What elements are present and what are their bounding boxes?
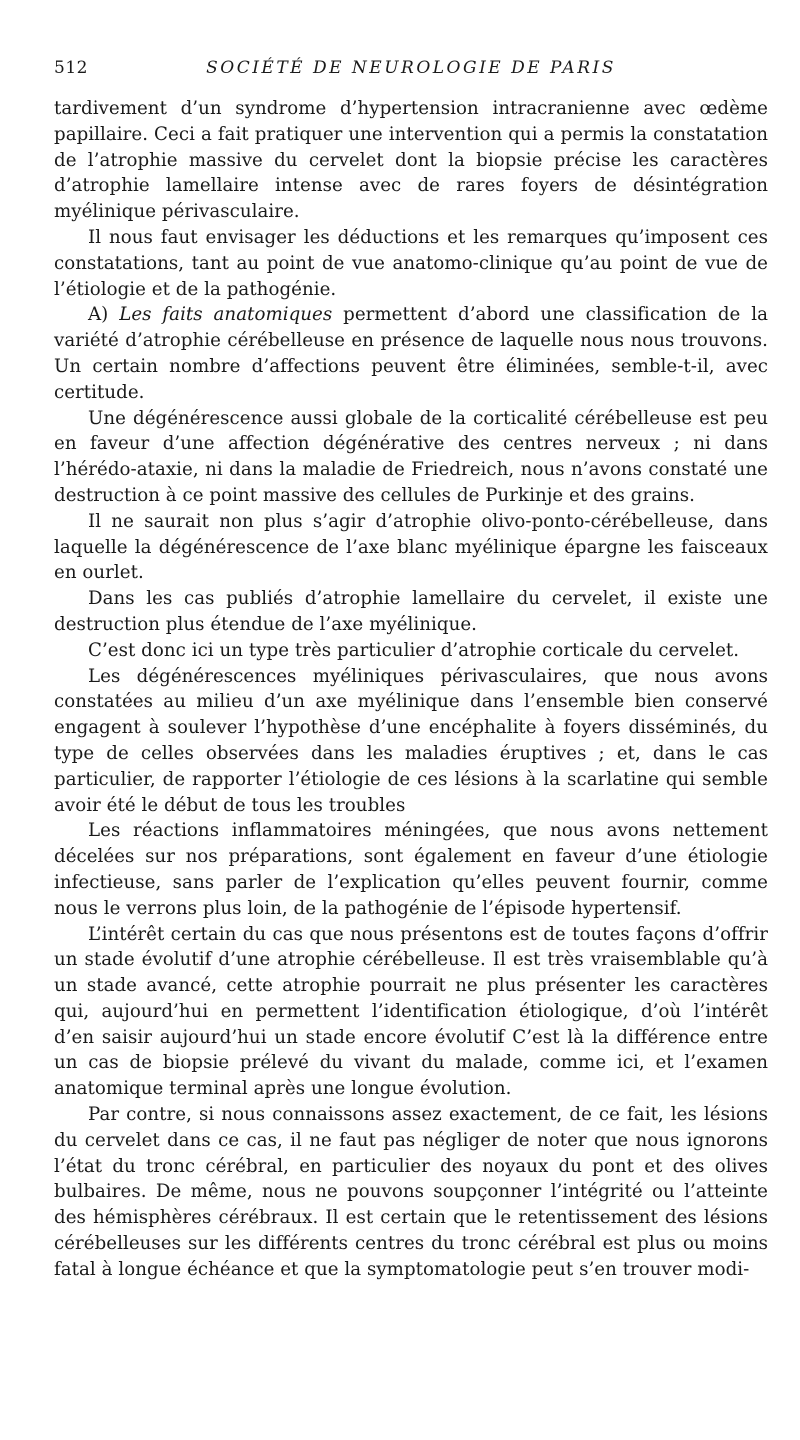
paragraph: Les dégénérescences myéliniques périvasculaires, que nous avons constatées au milieu d’un axe myélinique dans l’ensemble bien conservé engagent à soulever l’hypothèse d’une encéphalite à foyers disséminés, du type de celles observées dans les maladies éruptives ; et, dans le cas particulier, de rapporter l’étiologie de ces lésions à la scarlatine qui semble avoir été le début de tous les troubles — [54, 665, 768, 816]
body-text — [54, 96, 768, 1283]
section-marker: A) — [88, 304, 120, 326]
document-page — [54, 58, 768, 1283]
paragraph: tardivement d’un syndrome d’hypertension intracranienne avec œdème papillaire. Ceci a fait pratiquer une intervention qui a permis la constatation de l’atrophie massive du cervelet dont la biopsie précise les caractères d’atrophie lamellaire intense avec de rares foyers de désintégration myélinique périvasculaire. — [54, 98, 768, 223]
paragraph: Les réactions inflammatoires méningées, que nous avons nettement décelées sur nos préparations, sont également en faveur d’une étiologie infectieuse, sans parler de l’explication qu’elles peuvent fournir, comme nous le verrons plus loin, de la pathogénie de l’épisode hypertensif. — [54, 820, 768, 919]
paragraph: L’intérêt certain du cas que nous présentons est de toutes façons d’offrir un stade évolutif d’une atrophie cérébelleuse. Il est très vraisemblable qu’à un stade avancé, cette atrophie pourrait ne plus présenter les caractères qui, aujourd’hui en permettent l’identification étiologique, d’où l’intérêt d’en saisir aujourd’hui un stade encore évolutif C’est là la différence entre un cas de biopsie prélevé du vivant du malade, comme ici, et l’examen anatomique terminal après une longue évolution. — [54, 923, 768, 1100]
paragraph: Dans les cas publiés d’atrophie lamellaire du cervelet, il existe une destruction plus étendue de l’axe myélinique. — [54, 588, 768, 635]
page-number: 512 — [54, 58, 88, 78]
paragraph: Une dégénérescence aussi globale de la corticalité cérébelleuse est peu en faveur d’une affection dégénérative des centres nerveux ; ni dans l’hérédo-ataxie, ni dans la maladie de Friedreich, nous n’avons constaté une destruction à ce point massive des cellules de Purkinje et des grains. — [54, 407, 768, 506]
section-heading-italic: Les faits anatomiques — [119, 304, 333, 326]
paragraph: C’est donc ici un type très particulier d’atrophie corticale du cervelet. — [88, 639, 740, 661]
paragraph: Il nous faut envisager les déductions et les remarques qu’imposent ces constatations, tant au point de vue anatomo-clinique qu’au point de vue de l’étiologie et de la pathogénie. — [54, 226, 768, 300]
paragraph: Par contre, si nous connaissons assez exactement, de ce fait, les lésions du cervelet dans ce cas, il ne faut pas négliger de noter que nous ignorons l’état du tronc cérébral, en particulier des noyaux du pont et des olives bulbaires. De même, nous ne pouvons soupçonner l’intégrité ou l’atteinte des hémisphères cérébraux. Il est certain que le retentissement des lésions cérébelleuses sur les différents centres du tronc cérébral est plus ou moins fatal à longue échéance et que la symptomatologie peut s’en trouver modi- — [54, 1104, 768, 1280]
paragraph: A) Les faits anatomiques permettent d’abord une classification de la variété d’atrophie cérébelleuse en présence de laquelle nous nous trouvons. Un certain nombre d’affections peuvent être éliminées, semble-t-il, avec certitude. — [54, 304, 768, 403]
paragraph: Il ne saurait non plus s’agir d’atrophie olivo-ponto-cérébelleuse, dans laquelle la dégénérescence de l’axe blanc myélinique épargne les faisceaux en ourlet. — [54, 510, 768, 584]
running-title: SOCIÉTÉ DE NEUROLOGIE DE PARIS — [206, 58, 616, 78]
running-header — [54, 58, 768, 84]
